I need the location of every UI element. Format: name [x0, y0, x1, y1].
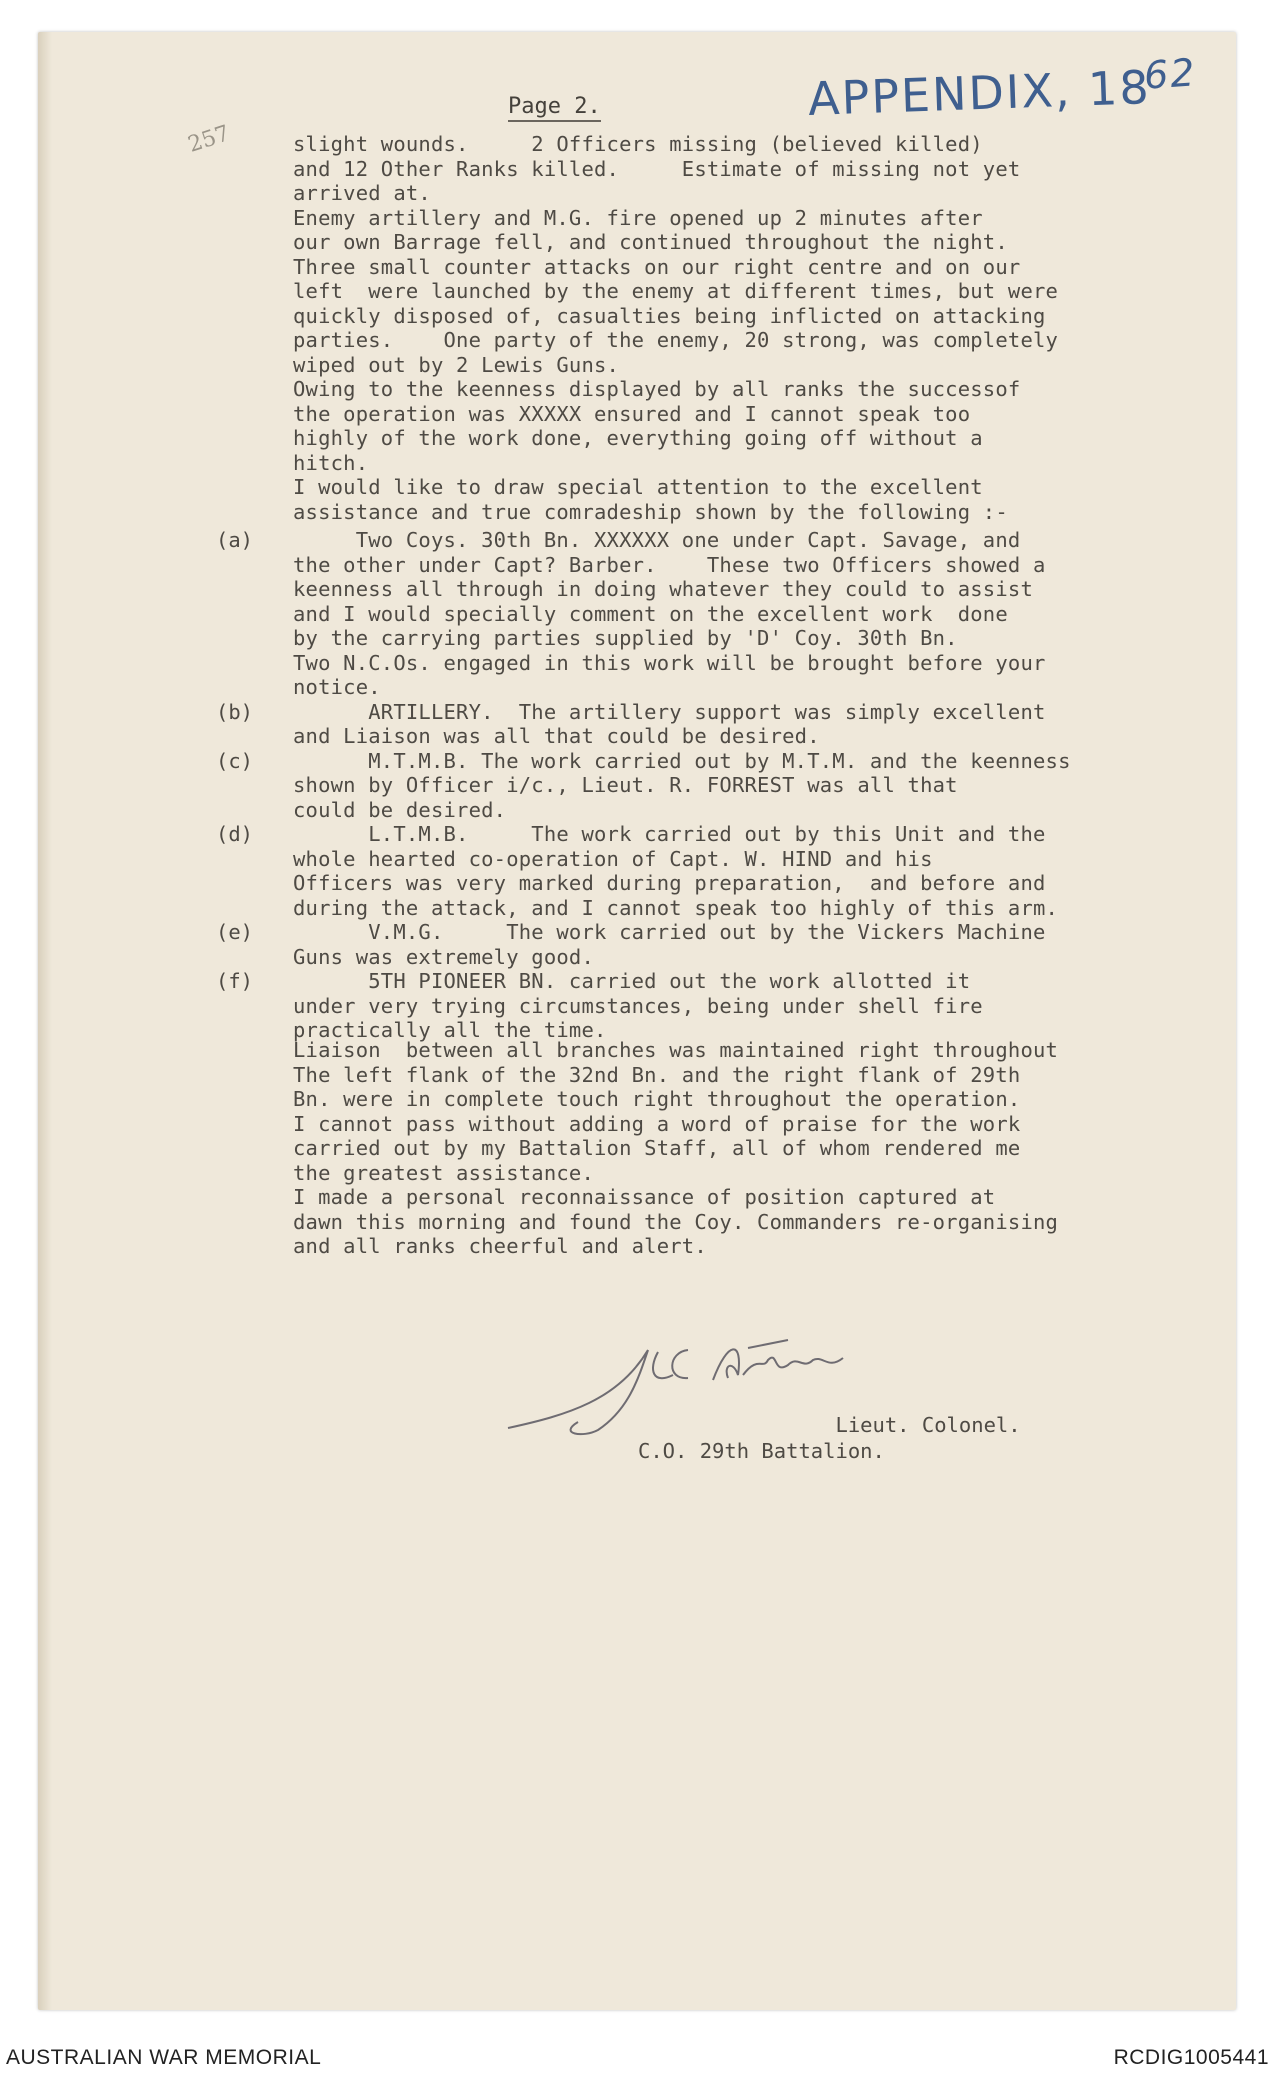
document-page: [38, 32, 1236, 2010]
item-label: (e): [216, 920, 254, 944]
text-line: by the carrying parties supplied by 'D' Coy. 30th Bn.: [293, 626, 958, 650]
text-line: Three small counter attacks on our right centre and on our: [293, 254, 1021, 279]
text-line: keenness all through in doing whatever they could to assist: [293, 577, 1033, 601]
text-line: I made a personal reconnaissance of position captured at: [293, 1185, 996, 1209]
item-label: (d): [216, 822, 254, 846]
text-line: our own Barrage fell, and continued throughout the night.: [293, 230, 1008, 254]
text-line: could be desired.: [293, 797, 507, 822]
item-labels: [216, 528, 276, 993]
appendix-annotation: APPENDIX, 18: [807, 60, 1152, 126]
text-line: L.T.M.B. The work carried out by this Unit and the: [293, 822, 1046, 846]
text-line: practically all the time.: [293, 1018, 607, 1042]
text-line: Two N.C.Os. engaged in this work will be brought before your: [293, 650, 1046, 675]
item-label: (b): [216, 699, 254, 724]
text-line: and 12 Other Ranks killed. Estimate of missing not yet: [293, 156, 1021, 181]
text-line: dawn this morning and found the Coy. Commanders re-organising: [293, 1209, 1059, 1234]
text-line: Guns was extremely good.: [293, 944, 595, 969]
text-line: Two Coys. 30th Bn. XXXXXX one under Capt. Savage, and: [293, 528, 1021, 552]
text-line: I would like to draw special attention to the excellent: [293, 475, 983, 499]
text-line: the other under Capt? Barber. These two Officers showed a: [293, 552, 1046, 577]
text-line: and Liaison was all that could be desired.: [293, 724, 820, 748]
text-line: 5TH PIONEER BN. carried out the work allotted it: [293, 969, 971, 993]
text-line: carried out by my Battalion Staff, all of whom rendered me: [293, 1136, 1021, 1160]
text-line: the greatest assistance.: [293, 1160, 595, 1185]
text-line: parties. One party of the enemy, 20 strong, was completely: [293, 328, 1059, 352]
text-line: hitch.: [293, 450, 369, 475]
text-line: M.T.M.B. The work carried out by M.T.M. and the keenness: [293, 748, 1071, 773]
text-line: notice.: [293, 675, 381, 699]
body-text-bottom: [293, 1038, 1236, 1259]
text-line: left were launched by the enemy at different times, but were: [293, 279, 1059, 303]
footer-left: AUSTRALIAN WAR MEMORIAL: [6, 2046, 322, 2069]
text-line: shown by Officer i/c., Lieut. R. FORREST was all that: [293, 773, 958, 797]
body-text-items: [293, 528, 1236, 1043]
margin-number: 257: [185, 121, 233, 158]
footer-right: RCDIG1005441: [1113, 2046, 1269, 2069]
text-line: wiped out by 2 Lewis Guns.: [293, 352, 620, 377]
signature-line: Lieut. Colonel.: [638, 1413, 1021, 1437]
text-line: Officers was very marked during preparation, and before and: [293, 871, 1046, 895]
item-label: (a): [216, 528, 254, 552]
body-text-top: [293, 132, 1236, 524]
text-line: whole hearted co-operation of Capt. W. HIND and his: [293, 846, 933, 871]
signature-line: C.O. 29th Battalion.: [638, 1439, 885, 1463]
text-line: Liaison between all branches was maintained right throughout: [293, 1038, 1059, 1062]
text-line: and all ranks cheerful and alert.: [293, 1234, 707, 1258]
text-line: quickly disposed of, casualties being inflicted on attacking: [293, 303, 1046, 328]
text-line: Enemy artillery and M.G. fire opened up 2 minutes after: [293, 205, 983, 230]
text-line: highly of the work done, everything going off without a: [293, 426, 983, 450]
page-number-annotation: 62: [1142, 50, 1198, 98]
text-line: slight wounds. 2 Officers missing (believed killed): [293, 132, 983, 156]
text-line: and I would specially comment on the excellent work done: [293, 601, 1008, 626]
text-line: Bn. were in complete touch right throughout the operation.: [293, 1087, 1021, 1111]
text-line: assistance and true comradeship shown by the following :-: [293, 499, 1008, 524]
text-line: during the attack, and I cannot speak too highly of this arm.: [293, 895, 1059, 920]
text-line: Owing to the keenness displayed by all ranks the successof: [293, 377, 1021, 401]
signature-block: [638, 1412, 1021, 1464]
item-label: (c): [216, 748, 254, 773]
text-line: V.M.G. The work carried out by the Vickers Machine: [293, 920, 1046, 944]
text-line: I cannot pass without adding a word of praise for the work: [293, 1111, 1021, 1136]
item-label: (f): [216, 969, 254, 993]
text-line: the operation was XXXXX ensured and I cannot speak too: [293, 401, 971, 426]
text-line: under very trying circumstances, being under shell fire: [293, 993, 983, 1018]
text-line: arrived at.: [293, 181, 431, 205]
page-title: Page 2.: [508, 94, 601, 122]
text-line: ARTILLERY. The artillery support was simply excellent: [293, 699, 1046, 724]
text-line: The left flank of the 32nd Bn. and the right flank of 29th: [293, 1062, 1021, 1087]
